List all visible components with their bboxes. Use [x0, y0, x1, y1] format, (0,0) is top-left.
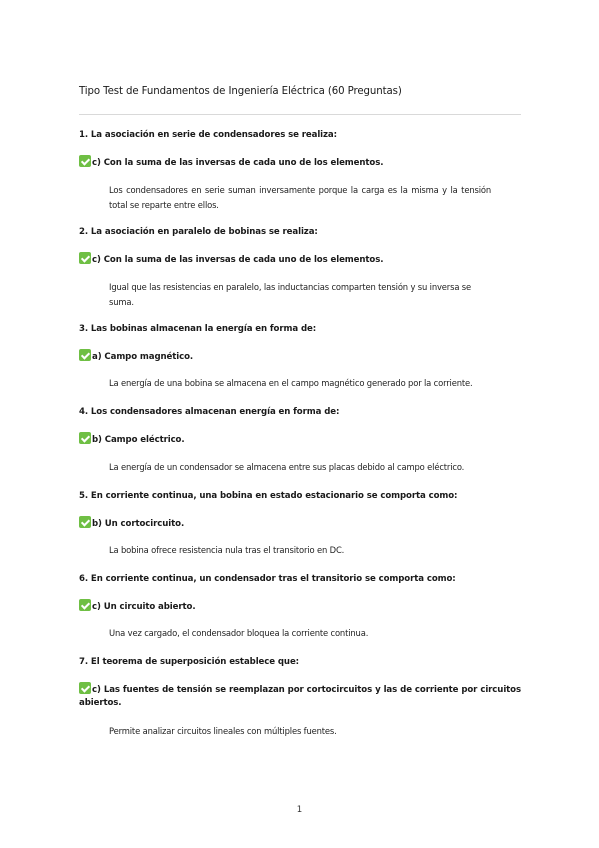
check-mark-icon: [79, 432, 91, 444]
explanation-2: Igual que las resistencias en paralelo, las inductancias comparten tensión y su inversa se suma.: [109, 282, 472, 307]
document-title: Tipo Test de Fundamentos de Ingeniería Eléctrica (60 Preguntas): [79, 86, 402, 97]
check-mark-icon: [79, 599, 91, 611]
question-4: 4. Los condensadores almacenan energía en forma de:: [79, 407, 340, 417]
answer-6: c) Un circuito abierto.: [79, 599, 521, 614]
question-5: 5. En corriente continua, una bobina en estado estacionario se comporta como:: [79, 491, 458, 501]
check-mark-icon: [79, 516, 91, 528]
check-mark-icon: [79, 252, 91, 264]
check-mark-icon: [79, 155, 91, 167]
check-mark-icon: [79, 349, 91, 361]
question-7: 7. El teorema de superposición establece que:: [79, 657, 300, 667]
document-page: [79, 0, 521, 848]
answer-4: b) Campo eléctrico.: [79, 432, 521, 447]
title-divider: [79, 114, 521, 115]
answer-1: c) Con la suma de las inversas de cada uno de los elementos.: [79, 155, 521, 170]
explanation-6: Una vez cargado, el condensador bloquea la corriente continua.: [109, 628, 369, 638]
explanation-5: La bobina ofrece resistencia nula tras el transitorio en DC.: [109, 545, 345, 555]
question-2: 2. La asociación en paralelo de bobinas se realiza:: [79, 227, 318, 237]
explanation-7: Permite analizar circuitos lineales con múltiples fuentes.: [109, 726, 337, 736]
page-number: 1: [296, 805, 303, 815]
check-mark-icon: [79, 682, 91, 694]
explanation-3: La energía de una bobina se almacena en el campo magnético generado por la corriente.: [109, 378, 473, 388]
answer-3: a) Campo magnético.: [79, 349, 521, 364]
explanation-4: La energía de un condensador se almacena entre sus placas debido al campo eléctrico.: [109, 462, 465, 472]
answer-5: b) Un cortocircuito.: [79, 516, 521, 531]
explanation-1: Los condensadores en serie suman inversamente porque la carga es la misma y la tensión total se reparte entre ellos.: [109, 185, 491, 210]
question-1: 1. La asociación en serie de condensadores se realiza:: [79, 130, 337, 140]
question-6: 6. En corriente continua, un condensador tras el transitorio se comporta como:: [79, 574, 456, 584]
question-3: 3. Las bobinas almacenan la energía en forma de:: [79, 324, 317, 334]
answer-7: c) Las fuentes de tensión se reemplazan por cortocircuitos y las de corriente por circuitos abiertos.: [79, 682, 521, 710]
answer-2: c) Con la suma de las inversas de cada uno de los elementos.: [79, 252, 521, 267]
